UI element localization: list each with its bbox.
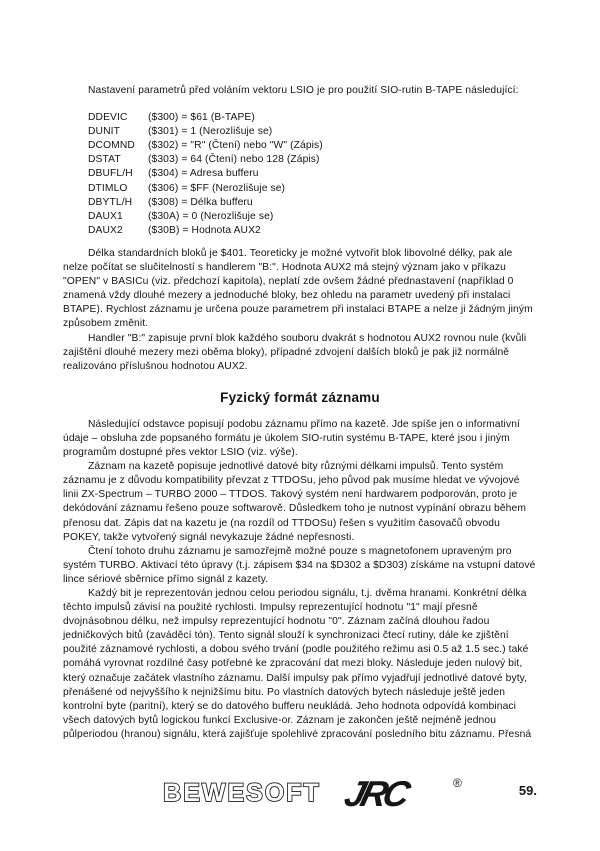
- parameter-value: ($303) = 64 (Čtení) nebo 128 (Zápis): [148, 154, 320, 166]
- parameter-row: [88, 153, 537, 167]
- page-footer: [63, 772, 537, 827]
- parameter-row: [88, 182, 537, 196]
- parameter-name: DTIMLO: [88, 182, 128, 194]
- body-paragraph: Následující odstavce popisují podobu záznamu přímo na kazetě. Jde spíše jen o informativní údaje – obsluha zde popsaného formátu je úkolem SIO-rutin systému B-TAPE, které jsou i jiným programům dostupné přes vektor LSIO (viz. výše).: [63, 418, 520, 459]
- jrc-logo-text: JRC: [340, 773, 411, 814]
- body-paragraph: Záznam na kazetě popisuje jednotlivé datové bity různými délkami impulsů. Tento systém záznamu je z důvodu kompatibility převzat z TTDOSu, jeho původ pak musíme hledat ve vývojové linii ZX-Spectrum – TURBO 2000 – TTDOS. Takový systém není hardwarem podporován, proto je dekódování záznamu řešeno pouze softwarově. Důsledkem toho je nutnost vypínání obrazu během přenosu dat. Zápis dat na kazetu je (na rozdíl od TTDOSu) řešen s využitím časovačů obvodu POKEY, takže vytvořený signál nevykazuje žádné nepřesnosti.: [63, 461, 527, 543]
- parameter-name: DAUX1: [88, 210, 123, 222]
- parameter-row: [88, 224, 537, 238]
- parameter-name: DSTAT: [88, 154, 121, 166]
- intro-paragraph: Nastavení parametrů před voláním vektoru LSIO je pro použití SIO-rutin B-TAPE následující:: [88, 85, 519, 96]
- parameter-name: DAUX2: [88, 224, 123, 236]
- bewesoft-logo: [156, 776, 328, 810]
- parameter-row: [88, 210, 537, 224]
- parameter-value: ($30B) = Hodnota AUX2: [148, 224, 261, 236]
- parameter-row: [88, 111, 537, 125]
- parameter-row: [88, 139, 537, 153]
- body-paragraph: Handler "B:" zapisuje první blok každého souboru dvakrát s hodnotou AUX2 rovnou nule (kvůli zajištění dlouhé mezery mezi oběma bloky), případné zdvojení dalších bloků je pak již normálně realizováno příslušnou hodnotou AUX2.: [63, 332, 527, 372]
- parameter-name: DDEVIC: [88, 112, 128, 124]
- parameter-value: ($301) = 1 (Nerozlišuje se): [148, 126, 273, 138]
- parameter-name: DUNIT: [88, 126, 120, 138]
- parameter-value: ($30A) = 0 (Nerozlišuje se): [148, 210, 274, 222]
- parameter-name: DCOMND: [88, 140, 135, 152]
- body-paragraph: Každý bit je reprezentován jednou celou periodou signálu, t.j. dvěma hranami. Konkrétní délka těchto impulsů závisí na použité rychlosti. Impulsy reprezentující hodnotu "1" mají přesně dvojnásobnou délku, než impulsy reprezentující hodnotu "0". Záznam začíná dlouhou řadou jedničkových bitů (zaváděcí tón). Tento signál slouží k synchronizaci čtecí rutiny, dále ke zjištění použité záznamové rychlosti, a dobou svého trvání (podle použitého režimu asi 0.5 až 1.5 sec.) také pomáhá vyrovnat rozdílné časy potřebné ke zpracování dat mezi bloky. Následuje jeden nulový bit, který označuje začátek vlastního záznamu. Další impulsy pak přímo vyjadřují jednotlivé datové byty, přenášené od nejvyššího k nejnižšímu bitu. Po vlastních datových bytech následuje ještě jeden kontrolní byte (paritní), který se do datového bufferu neukládá. Jeho hodnota odpovídá kombinaci všech datových bytů logickou funkcí Exclusive-or. Záznam je zakončen ještě nejméně jednou půlperiodou (hranou) signálu, která zajišťuje spolehlivé zpracování posledního bitu záznamu. Přesná: [63, 588, 532, 740]
- parameter-value: ($306) = $FF (Nerozlišuje se): [148, 182, 286, 194]
- parameter-value: ($302) = "R" (Čtení) nebo "W" (Zápis): [148, 140, 323, 152]
- parameter-name: DBYTL/H: [88, 196, 133, 208]
- parameter-value: ($304) = Adresa bufferu: [148, 168, 259, 180]
- jrc-logo: [329, 772, 469, 818]
- parameter-value: ($308) = Délka bufferu: [148, 196, 253, 208]
- page-number: 59.: [518, 783, 537, 798]
- section-title: Fyzický formát záznamu: [220, 389, 380, 405]
- registered-trademark-icon: ®: [453, 776, 462, 790]
- parameter-row: [88, 167, 537, 181]
- parameter-row: [88, 196, 537, 210]
- parameter-name: DBUFL/H: [88, 168, 133, 180]
- bewesoft-logo-text: BEWESOFT: [163, 779, 321, 807]
- parameter-row: [88, 125, 537, 139]
- body-paragraph: Čtení tohoto druhu záznamu je samozřejmě možné pouze s magnetofonem upraveným pro systém TURBO. Aktivací této úpravy (t.j. zápisem $34 na $D302 a $D303) získáme na vstupní datové lince sériové sběrnice přímo signál z kazety.: [63, 545, 536, 585]
- parameter-list: [88, 111, 537, 238]
- body-paragraph: Délka standardních bloků je $401. Teoreticky je možné vytvořit blok libovolné délky, pak ale nelze počítat se slučitelností s handlerem "B:". Hodnota AUX2 má stejný význam jako v příkazu "OPEN" v BASICu (viz. předchozí kapitola), neplatí zde ovšem žádné přednastavení (například 0 znamená vždy dlouhé mezery a jednoduché bloky, bez ohledu na parametr uvedený při instalaci BTAPE). Rychlost záznamu je určena pouze parametrem při instalaci BTAPE a nelze ji žádným jiným způsobem změnit.: [63, 247, 533, 330]
- parameter-value: ($300) = $61 (B-TAPE): [148, 112, 255, 124]
- page-content: [63, 84, 537, 742]
